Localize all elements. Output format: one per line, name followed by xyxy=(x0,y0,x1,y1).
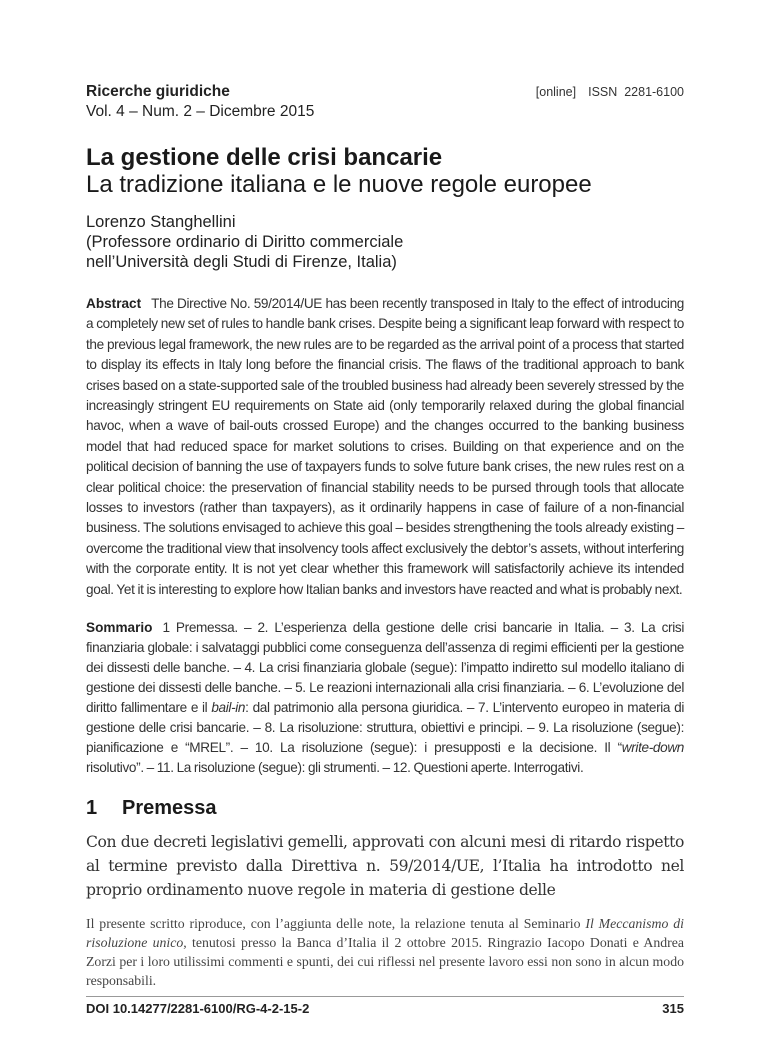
abstract-text: The Directive No. 59/2014/UE has been recently transposed in Italy to the effect of introducing a completely new set of rules to handle bank crises. Despite being a significant leap forward with respect to the previous legal framework, the new rules are to be regarded as the arrival point of a process that started to display its effects in Italy long before the financial crisis. The flaws of the traditional approach to bank crises based on a state-supported sale of the troubled business had already been severely stressed by the increasingly stringent EU requirements on State aid (only temporarily relaxed during the global financial havoc, when a wave of bail-outs crossed Europe) and the changes occurred to the banking business model that had reduced space for market solutions to crises. Building on that experience and on the political decision of banning the use of taxpayers funds to solve future bank crises, the new rules rest on a clear political choice: the preservation of financial stability needs to be pursed through tools that allocate losses to investors (rather than taxpayers), as it ordinarily happens in case of failure of a non-financial business. The solutions envisaged to achieve this goal – besides strengthening the tools already existing – overcome the traditional view that insolvency tools affect exclusively the debtor’s assets, without interfering with the corporate entity. It is not yet clear whether this framework will satisfactorily achieve its intended goal. Yet it is interesting to explore how Italian banks and investors have reacted and what is probably next. xyxy=(86,296,684,597)
issn-info xyxy=(536,82,684,102)
footer xyxy=(86,1000,684,1018)
footnote-italic: Il Meccanismo di risoluzione unico xyxy=(86,916,684,951)
author-affiliation: nell’Università degli Studi di Firenze, Italia) xyxy=(86,253,397,271)
summary-text: : dal patrimonio alla persona giuridica. – 7. L’intervento europeo in materia di gestione delle crisi bancarie. – 8. La risoluzione: struttura, obiettivi e principi. – 9. La risoluzione (segue): pianificazione e “MREL”. – 10. La risoluzione (segue): i presupposti e la decisione. Il “ xyxy=(86,700,684,756)
article-subtitle: La tradizione italiana e le nuove regole europee xyxy=(86,171,592,198)
body-text: Con due decreti legislativi gemelli, approvati con alcuni mesi di ritardo rispetto al termine previsto dalla Direttiva n. 59/2014/UE, l’Italia ha introdotto nel proprio ordinamento nuove regole in materia di gestione delle xyxy=(86,833,684,900)
footer-divider xyxy=(86,996,684,997)
abstract xyxy=(86,294,684,600)
journal-issue: Vol. 4 – Num. 2 – Dicembre 2015 xyxy=(86,103,315,120)
summary-label: Sommario xyxy=(86,620,153,636)
summary-italic: bail-in xyxy=(211,700,246,716)
author-block xyxy=(86,212,684,272)
article-title: La gestione delle crisi bancarie xyxy=(86,144,443,171)
footnote-text: Il presente scritto riproduce, con l’aggiunta delle note, la relazione tenuta al Seminario xyxy=(86,916,586,932)
summary xyxy=(86,618,684,778)
issn: ISSN 2281-6100 xyxy=(588,85,684,99)
doi: DOI 10.14277/2281-6100/RG-4-2-15-2 xyxy=(86,1001,310,1017)
author-affiliation: (Professore ordinario di Diritto commerciale xyxy=(86,233,404,251)
footnote-text: , tenutosi presso la Banca d’Italia il 2 ottobre 2015. Ringrazio Iacopo Donati e Andrea Zorzi per i loro utilissimi commenti e spunti, dei cui riflessi nel presente lavoro essi non sono in alcun modo responsabili. xyxy=(86,935,684,989)
summary-italic: write-down xyxy=(621,740,684,756)
summary-text: risolutivo”. – 11. La risoluzione (segue): gli strumenti. – 12. Questioni aperte. Interrogativi. xyxy=(86,760,584,776)
journal-header-row xyxy=(86,82,684,122)
section-title: Premessa xyxy=(122,797,217,820)
online-label: [online] xyxy=(535,85,577,99)
section-heading xyxy=(86,796,684,820)
journal-header xyxy=(86,82,314,122)
summary-text: 1 Premessa. – 2. L’esperienza della gestione delle crisi bancarie in Italia. – 3. La crisi finanziaria globale: i salvataggi pubblici come conseguenza dell’assenza di regimi efficienti per la gestione dei dissesti delle banche. – 4. La crisi finanziaria globale (segue): l’impatto indiretto sul modello italiano di gestione dei dissesti delle banche. – 5. Le reazioni internazionali alla crisi finanziaria. – 6. L’evoluzione del diritto fallimentare e il xyxy=(86,620,684,716)
journal-name: Ricerche giuridiche xyxy=(86,83,230,100)
author-name: Lorenzo Stanghellini xyxy=(86,213,236,231)
abstract-label: Abstract xyxy=(86,296,142,311)
section-number: 1 xyxy=(86,797,98,820)
footnote xyxy=(86,914,684,990)
page-number: 315 xyxy=(662,1001,684,1017)
